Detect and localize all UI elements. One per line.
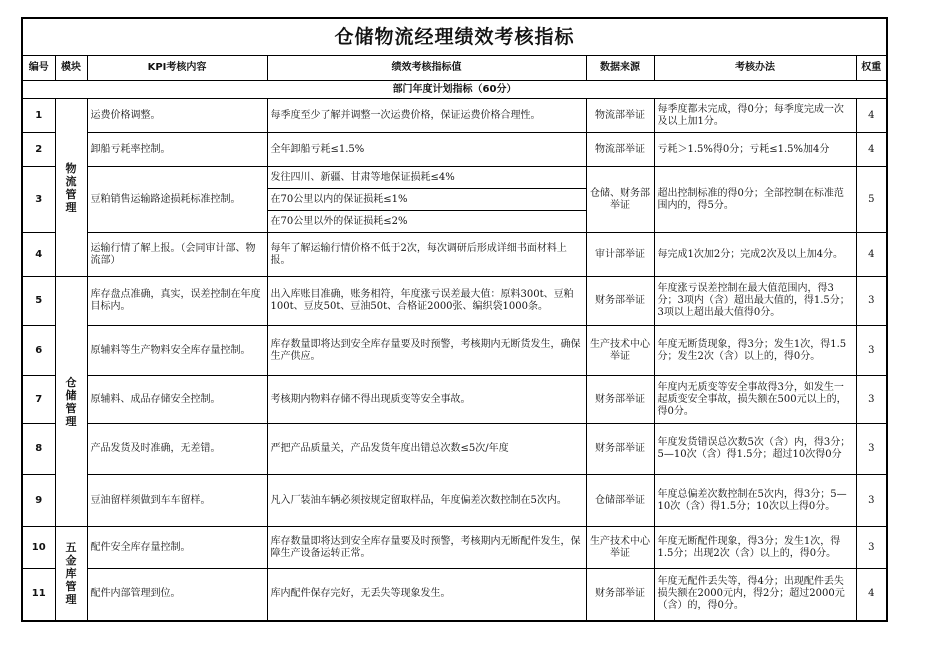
kpi-content: 原辅料等生产物料安全库存量控制。	[87, 326, 267, 376]
data-source: 仓储、财务部举证	[586, 167, 654, 233]
row-number: 4	[22, 233, 55, 277]
row-number: 11	[22, 569, 55, 621]
table-row	[22, 475, 887, 527]
table-row	[22, 376, 887, 424]
target-value: 严把产品质量关，产品发货年度出错总次数≤5次/年度	[267, 424, 586, 475]
target-value: 凡入厂装油车辆必须按规定留取样品，年度偏差次数控制在5次内。	[267, 475, 586, 527]
target-value: 出入库账目准确，账务相符，年度涨亏误差最大值：原料300t、豆粕100t、豆皮50t、豆油50t、合格证2000张、编织袋1000条。	[267, 277, 586, 326]
weight: 3	[856, 326, 887, 376]
row-number: 3	[22, 167, 55, 233]
table-row	[22, 424, 887, 475]
table-row	[22, 99, 887, 133]
target-value: 每年了解运输行情价格不低于2次，每次调研后形成详细书面材料上报。	[267, 233, 586, 277]
target-value: 考核期内物料存储不得出现质变等安全事故。	[267, 376, 586, 424]
weight: 4	[856, 569, 887, 621]
data-source: 财务部举证	[586, 424, 654, 475]
section-title: 部门年度计划指标（60分）	[22, 81, 887, 99]
table-row	[22, 527, 887, 569]
assessment-method: 每完成1次加2分；完成2次及以上加4分。	[654, 233, 856, 277]
row-number: 7	[22, 376, 55, 424]
kpi-content: 豆油留样须做到车车留样。	[87, 475, 267, 527]
table-row	[22, 233, 887, 277]
assessment-method: 年度无断配件现象，得3分；发生1次，得1.5分；出现2次（含）以上的，得0分。	[654, 527, 856, 569]
data-source: 生产技术中心举证	[586, 527, 654, 569]
kpi-table	[21, 17, 888, 622]
module-cell: 仓储管理	[55, 277, 87, 527]
data-source: 财务部举证	[586, 277, 654, 326]
assessment-method: 年度涨亏误差控制在最大值范围内，得3分；3项内（含）超出最大值的，得1.5分；3项以上超出最大值得0分。	[654, 277, 856, 326]
weight: 4	[856, 99, 887, 133]
data-source: 财务部举证	[586, 569, 654, 621]
header-kpi: KPI考核内容	[87, 56, 267, 81]
module-cell: 五金库管理	[55, 527, 87, 621]
module-cell: 物流管理	[55, 99, 87, 277]
assessment-method: 年度无配件丢失等，得4分；出现配件丢失损失额在2000元内，得2分；超过2000元（含）的，得0分。	[654, 569, 856, 621]
assessment-method: 亏耗＞1.5%得0分；亏耗≤1.5%加4分	[654, 133, 856, 167]
assessment-method: 超出控制标准的得0分；全部控制在标准范围内的，得5分。	[654, 167, 856, 233]
sheet-title: 仓储物流经理绩效考核指标	[22, 18, 887, 56]
row-number: 6	[22, 326, 55, 376]
kpi-content: 卸船亏耗率控制。	[87, 133, 267, 167]
row-number: 1	[22, 99, 55, 133]
assessment-method: 年度总偏差次数控制在5次内，得3分；5—10次（含）得1.5分；10次以上得0分。	[654, 475, 856, 527]
header-target: 绩效考核指标值	[267, 56, 586, 81]
target-value: 库存数量即将达到安全库存量要及时预警，考核期内无断配件发生，保障生产设备运转正常。	[267, 527, 586, 569]
target-value: 库存数量即将达到安全库存量要及时预警，考核期内无断货发生，确保生产供应。	[267, 326, 586, 376]
weight: 4	[856, 233, 887, 277]
target-value: 发往四川、新疆、甘肃等地保证损耗≤4%	[267, 167, 586, 189]
assessment-method: 年度内无质变等安全事故得3分，如发生一起质变安全事故，损失额在500元以上的，得0分。	[654, 376, 856, 424]
table-row	[22, 167, 887, 189]
assessment-method: 每季度都未完成，得0分；每季度完成一次及以上加1分。	[654, 99, 856, 133]
kpi-content: 库存盘点准确，真实，误差控制在年度目标内。	[87, 277, 267, 326]
data-source: 财务部举证	[586, 376, 654, 424]
kpi-content: 配件安全库存量控制。	[87, 527, 267, 569]
target-value: 每季度至少了解并调整一次运费价格，保证运费价格合理性。	[267, 99, 586, 133]
target-value: 全年卸船亏耗≤1.5%	[267, 133, 586, 167]
kpi-content: 运输行情了解上报。（会同审计部、物流部）	[87, 233, 267, 277]
weight: 3	[856, 277, 887, 326]
row-number: 2	[22, 133, 55, 167]
row-number: 8	[22, 424, 55, 475]
data-source: 仓储部举证	[586, 475, 654, 527]
kpi-content: 原辅料、成品存储安全控制。	[87, 376, 267, 424]
kpi-content: 运费价格调整。	[87, 99, 267, 133]
header-module: 模块	[55, 56, 87, 81]
weight: 3	[856, 424, 887, 475]
weight: 3	[856, 527, 887, 569]
table-row	[22, 569, 887, 621]
header-no: 编号	[22, 56, 55, 81]
table-row	[22, 326, 887, 376]
data-source: 审计部举证	[586, 233, 654, 277]
table-row	[22, 133, 887, 167]
weight: 5	[856, 167, 887, 233]
target-value: 在70公里以外的保证损耗≤2%	[267, 211, 586, 233]
data-source: 物流部举证	[586, 133, 654, 167]
header-method: 考核办法	[654, 56, 856, 81]
target-value: 在70公里以内的保证损耗≤1%	[267, 189, 586, 211]
row-number: 9	[22, 475, 55, 527]
kpi-content: 配件内部管理到位。	[87, 569, 267, 621]
row-number: 5	[22, 277, 55, 326]
table-row	[22, 277, 887, 326]
weight: 4	[856, 133, 887, 167]
row-number: 10	[22, 527, 55, 569]
target-value: 库内配件保存完好，无丢失等现象发生。	[267, 569, 586, 621]
data-source: 生产技术中心举证	[586, 326, 654, 376]
data-source: 物流部举证	[586, 99, 654, 133]
weight: 3	[856, 376, 887, 424]
header-weight: 权重	[856, 56, 887, 81]
kpi-content: 产品发货及时准确，无差错。	[87, 424, 267, 475]
assessment-method: 年度无断货现象，得3分；发生1次，得1.5分；发生2次（含）以上的，得0分。	[654, 326, 856, 376]
kpi-content: 豆粕销售运输路途损耗标准控制。	[87, 167, 267, 233]
header-source: 数据来源	[586, 56, 654, 81]
weight: 3	[856, 475, 887, 527]
assessment-method: 年度发货错误总次数5次（含）内，得3分；5—10次（含）得1.5分；超过10次得0分	[654, 424, 856, 475]
